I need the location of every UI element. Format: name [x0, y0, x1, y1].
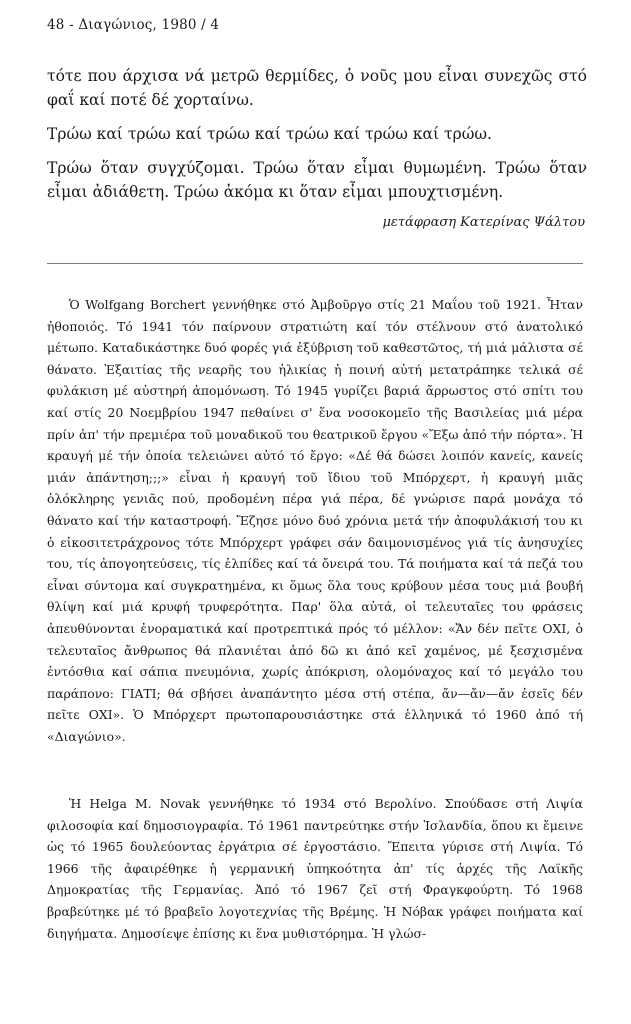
poem-stanza-1-text: τότε που άρχισα νά μετρῶ θερμίδες, ὁ νοῦς μου εἶναι συνεχῶς στό φαΐ καί ποτέ δέ χορταίνω. — [47, 67, 587, 109]
translator-credit: μετάφραση Κατερίνας Ψάλτου — [382, 215, 585, 230]
bio-novak: Ἡ Helga M. Novak γεννήθηκε τό 1934 στό Βερολίνο. Σπούδασε στή Λιψία φιλοσοφία καί δημοσιογραφία. Τό 1961 παντρεύτηκε στήν Ἰσλανδία, ὅπου κι ἔμεινε ὡς τό 1965 δουλεύοντας ἐργάτρια σέ ἐργοστάσιο. Ἔπειτα γύρισε στή Λιψία. Τό 1966 τῆς ἀφαιρέθηκε ἡ γερμανική ὑπηκοότητα ἀπ' τίς ἀρχές τῆς Λαϊκῆς Δημοκρατίας τῆς Γερμανίας. Ἀπό τό 1967 ζεῖ στή Φραγκφούρτη. Τό 1968 βραβεύτηκε μέ τό βραβεῖο λογοτεχνίας τῆς Βρέμης. Ἡ Νόβακ γράφει ποιήματα καί διηγήματα. Δημοσίεψε ἐπίσης κι ἕνα μυθιστόρημα. Ἡ γλώσ- — [47, 796, 583, 941]
bio-borchert: Ὁ Wolfgang Borchert γεννήθηκε στό Ἀμβοῦργο στίς 21 Μαΐου τοῦ 1921. Ἦταν ἠθοποιός. Τό 1941 τόν παίρνουν στρατιώτη καί τόν στέλνουν στό ἀνατολικό μέτωπο. Καταδικάστηκε δυό φορές γιά ἐξύβριση τοῦ καθεστῶτος, τή μιά μάλιστα σέ θάνατο. Ἐξαιτίας τῆς νεαρῆς του ἡλικίας ἡ ποινή αὐτή μετατράπηκε τελικά σέ φυλάκιση μέ αὐστηρή ἀπομόνωση. Τό 1945 γυρίζει βαριά ἄρρωστος στό σπίτι του καί στίς 20 Νοεμβρίου 1947 πεθαίνει σ' ἕνα νοσοκομεῖο τῆς Βασιλείας μιά μέρα πρίν ἀπ' τήν πρεμιέρα τοῦ μοναδικοῦ του θεατρικοῦ ἔργου «Ἔξω ἀπό τήν πόρτα». Ἡ κραυγή μέ τήν ὁποία τελειώνει αὐτό τό ἔργο: «Δέ θά δώσει λοιπόν κανείς, κανείς μιάν ἀπάντηση;;;» εἶναι ἡ κραυγή τοῦ ἴδιου τοῦ Μπόρχερτ, ἡ κραυγή μιᾶς ὁλόκληρης γενιᾶς πού, προδομένη πέρα γιά πέρα, δέ γνώρισε παρά μονάχα τό θάνατο καί τήν καταστροφή. Ἔζησε μόνο δυό χρόνια μετά τήν ἀποφυλάκισή του κι ὁ εἰκοσιτετράχρονος τότε Μπόρχερτ γράφει σάν δαιμονισμένος γιά τίς ἀνησυχίες του, τίς ἀπογοητεύσεις, τίς ἐλπίδες καί τά ὄνειρά του. Τά ποιήματα καί τά πεζά του εἶναι σύντομα καί συγκρατημένα, κι ὅμως ὅλα τους κρύβουν μέσα τους μιά βουβή θλίψη καί μιά κρυφή τρυφερότητα. Παρ' ὅλα αὐτά, οἱ τελευταῖες του φράσεις ἀπευθύνονται ἐνοραματικά καί προτρεπτικά πρός τό μέλλον: «Ἄν δέν πεῖτε ΟΧΙ, ὁ τελευταῖος ἄνθρωπος θά πλανιέται ἀπό δῶ κι ἀπό κεῖ χαμένος, μέ ξεσχισμένα ἐντόσθια καί σάπια πνευμόνια, χωρίς ἀπόκριση, ολομόναχος καί τό μεγάλο του παράπονο: ΓΙΑΤΙ; θά σβήσει ἀναπάντητο μέσα στή στέπα, ἄν—ἄν—ἄν ἐσεῖς δέν πεῖτε ΟΧΙ». Ὁ Μπόρχερτ πρωτοπαρουσιάστηκε στά ἑλληνικά τό 1960 ἀπό τή «Διαγώνιο». — [47, 297, 583, 744]
poem-stanza-2 — [47, 122, 587, 146]
poem-stanza-2-text: Τρώω καί τρώω καί τρώω καί τρώω καί τρώω καί τρώω. — [47, 125, 492, 143]
section-divider — [47, 263, 583, 264]
poem-stanza-3-text: Τρώω ὅταν συγχύζομαι. Τρώω ὅταν εἶμαι θυμωμένη. Τρώω ὅταν εἶμαι ἀδιάθετη. Τρώω ἀκόμα κι ὅταν εἶμαι μπουχτισμένη. — [47, 159, 587, 201]
page-header: 48 - Διαγώνιος, 1980 / 4 — [47, 17, 220, 33]
poem-stanza-3 — [47, 156, 587, 204]
poem-stanza-1 — [47, 64, 587, 112]
